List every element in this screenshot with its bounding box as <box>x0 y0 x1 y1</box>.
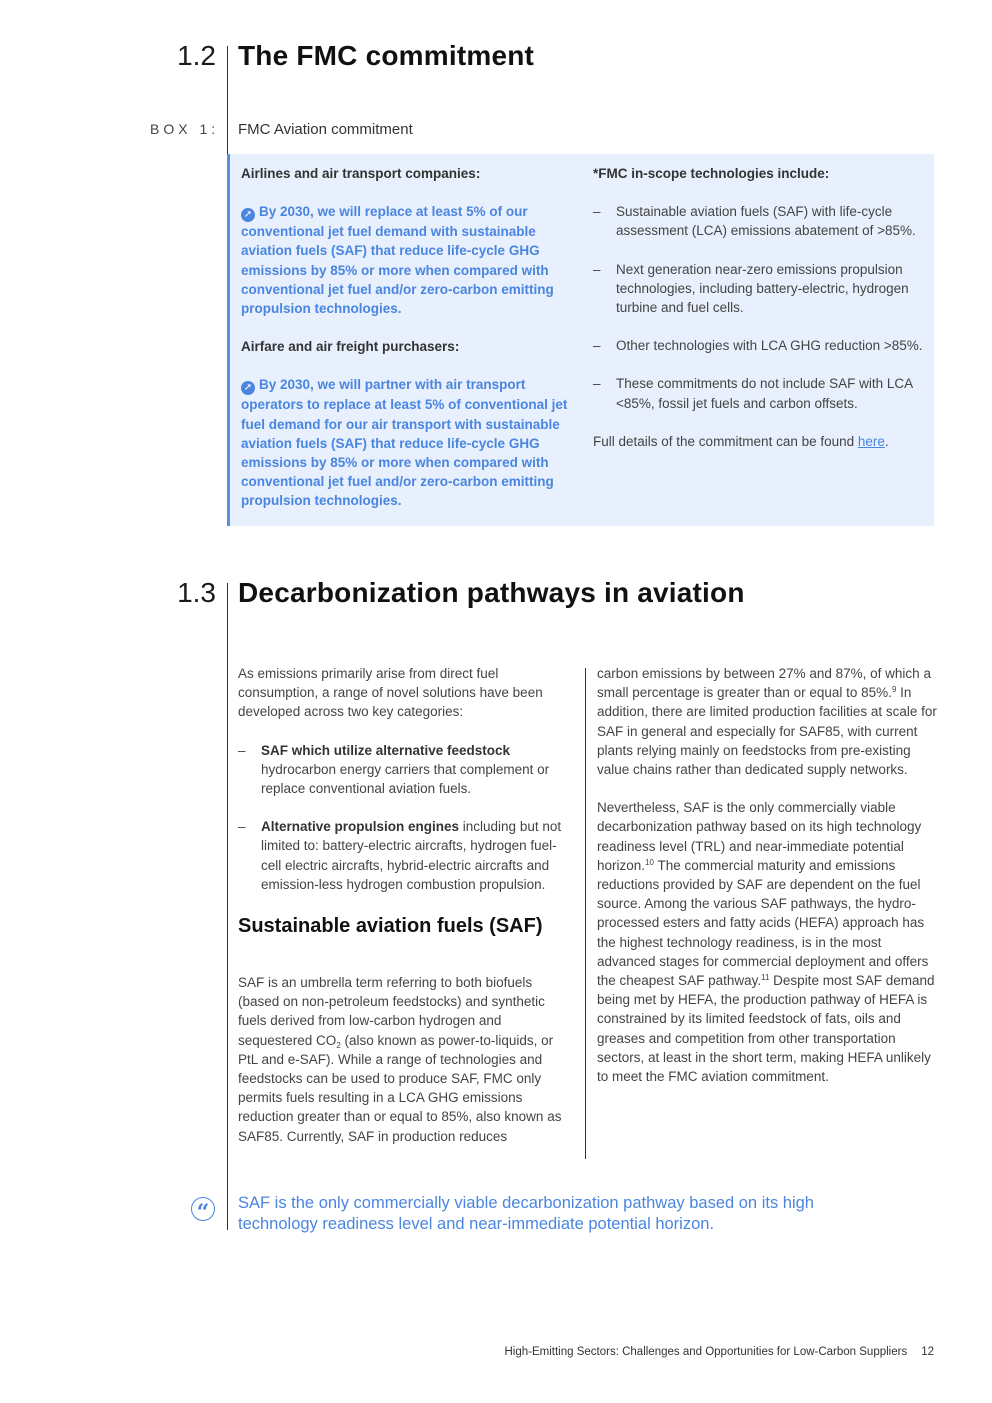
intro-paragraph: As emissions primarily arise from direct fuel consumption, a range of novel solutions have been developed across two key categories: <box>238 666 543 720</box>
quote-icon: “ <box>191 1197 215 1221</box>
paragraph: Nevertheless, SAF is the only commercially viable decarbonization pathway based on its high technology readiness level (TRL) and near-immediate potential horizon.$^{10}$ The commercial maturity and emissions reductions provided by SAF are dependent on the fuel source. Among the various SAF pathways, the hydro-processed esters and fatty acids (HEFA) approach has the highest technology readiness, is in the most advanced stages for commercial deployment and offers the cheapest SAF pathway.$^{11}$ Despite most SAF demand being met by HEFA, the production pathway of HEFA is constrained by its limited feedstock of fats, oils and greases and competition from other transportation sectors, at least in the short term, making HEFA unlikely to meet the FMC aviation commitment. <box>597 800 935 1085</box>
subheading: Sustainable aviation fuels (SAF) <box>238 915 543 938</box>
purchasers-heading: Airfare and air freight purchasers: <box>241 339 460 355</box>
section-number: 1.3 <box>177 577 216 608</box>
list-item: – SAF which utilize alternative feedstock hydrocarbon energy carriers that complement or replace conventional aviation fuels. <box>238 742 550 797</box>
body-left-column <box>238 664 574 1146</box>
box-right-column <box>593 164 923 451</box>
scope-heading: *FMC in-scope technologies include: <box>593 166 830 181</box>
list-item: – Alternative propulsion engines including but not limited to: battery-electric aircrafts, hydrogen fuel-cell electric aircrafts, hybrid-electric aircrafts and emission-less hydrogen combustion propulsion. <box>238 819 562 892</box>
list-item: – Sustainable aviation fuels (SAF) with life-cycle assessment (LCA) emissions abatement of >85%. <box>593 204 916 239</box>
airlines-commitment-text: By 2030, we will replace at least 5% of our conventional jet fuel demand with sustainable aviation fuels (SAF) that reduce life-cycle GHG emissions by 85% or more when compared with conventional jet fuel and/or zero-carbon emitting propulsion technologies. <box>241 204 554 317</box>
paragraph: carbon emissions by between 27% and 87%, of which a small percentage is greater than or equal to 85%.$^9$ In addition, there are limited production facilities at scale for SAF in general and especially for SAF85, with current plants relying mainly on feedstocks from pre-existing value chains rather than dedicated supply networks. <box>597 666 937 778</box>
page-number: 12 <box>921 1346 934 1358</box>
airlines-commitment <box>241 202 571 318</box>
purchasers-commitment-text: By 2030, we will partner with air transport operators to replace at least 5% of conventional jet fuel demand for our air transport with sustainable aviation fuels (SAF) that reduce life-cycle GHG emissions by 85% or more when compared with conventional jet fuel and/or zero-carbon emitting propulsion technologies. <box>241 377 568 509</box>
pull-quote: SAF is the only commercially viable decarbonization pathway based on its high technology readiness level and near-immediate potential horizon. <box>238 1194 814 1233</box>
list-item: – Other technologies with LCA GHG reduction >85%. <box>593 338 923 354</box>
details-link[interactable]: here <box>857 433 885 449</box>
commitment-icon: ➚ <box>241 381 255 395</box>
purchasers-commitment <box>241 375 571 510</box>
column-divider <box>585 668 586 1159</box>
footer-title: High-Emitting Sectors: Challenges and Opportunities for Low-Carbon Suppliers <box>504 1346 908 1358</box>
commitment-icon: ➚ <box>241 208 255 222</box>
commitment-box <box>227 154 934 526</box>
box-title: FMC Aviation commitment <box>238 121 413 138</box>
box-left-column <box>241 164 571 511</box>
section-title: Decarbonization pathways in aviation <box>238 577 745 608</box>
full-details: Full details of the commitment can be found here. <box>593 433 889 449</box>
saf-paragraph: SAF is an umbrella term referring to both biofuels (based on non-petroleum feedstocks) and synthetic fuels derived from low-carbon hydrogen and sequestered $CO_2$ (also known as power-to-liquids, or PtL and e-SAF). While a range of technologies and feedstocks can be used to produce SAF, FMC only permits fuels resulting in a LCA GHG emissions reduction greater than or equal to 85%, also known as SAF85. Currently, SAF in production reduces <box>238 975 562 1144</box>
body-right-column <box>597 664 937 1086</box>
list-item: – These commitments do not include SAF with LCA <85%, fossil jet fuels and carbon offsets. <box>593 376 913 411</box>
airlines-heading: Airlines and air transport companies: <box>241 166 481 181</box>
section-number: 1.2 <box>177 40 216 71</box>
page-footer <box>505 1346 935 1358</box>
section-divider-line <box>227 583 228 1230</box>
list-item: – Next generation near-zero emissions propulsion technologies, including battery-electric, hydrogen turbine and fuel cells. <box>593 261 909 316</box>
box-label: BOX 1: <box>150 121 220 137</box>
section-title: The FMC commitment <box>238 40 535 71</box>
